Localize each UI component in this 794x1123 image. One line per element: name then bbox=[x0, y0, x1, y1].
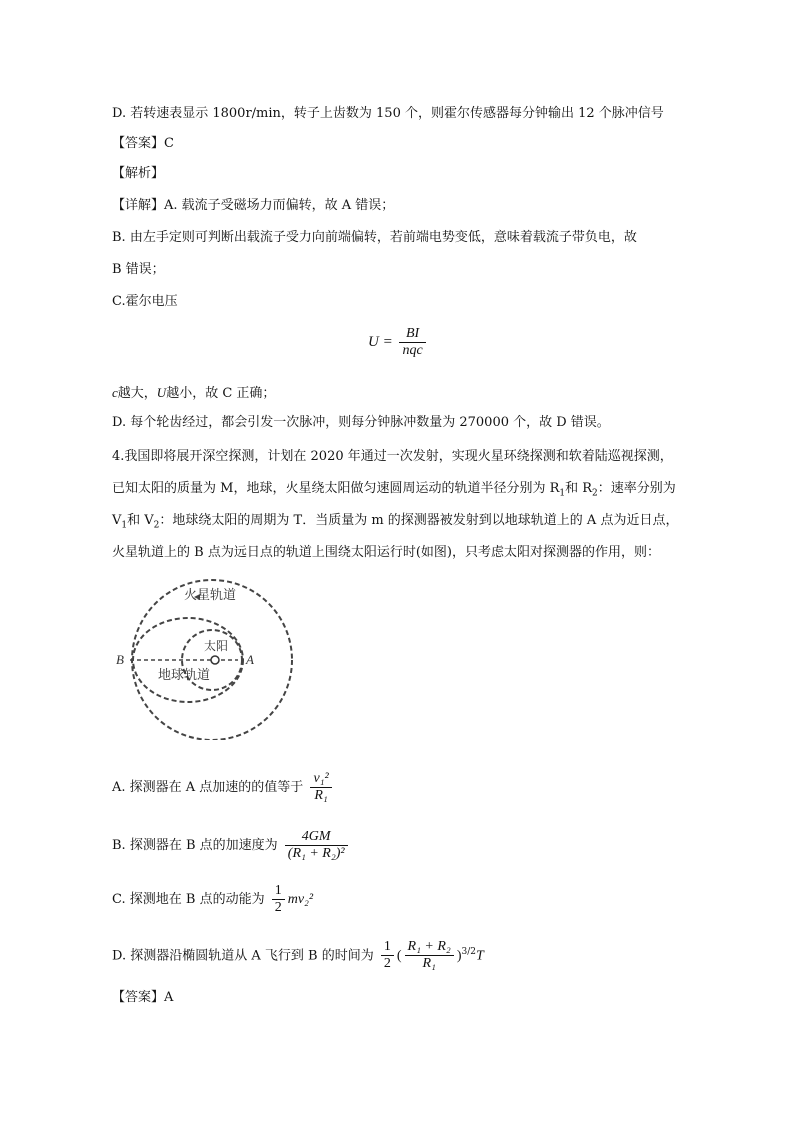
option-d-inner-num: R₁ + R₂ bbox=[405, 939, 454, 956]
answer-label-2: 【答案】A bbox=[112, 990, 174, 1005]
detail-a: 【详解】A. 载流子受磁场力而偏转，故 A 错误； bbox=[112, 198, 395, 213]
option-d-previous: D. 若转速表显示 1800r/min，转子上齿数为 150 个，则霍尔传感器每分钟输出 12 个脉冲信号 bbox=[112, 106, 664, 121]
formula-lhs: U = bbox=[368, 333, 393, 350]
detail-b-line2: B 错误； bbox=[112, 262, 165, 277]
q4-l2-b: 和 R bbox=[565, 481, 593, 496]
close-paren: ) bbox=[456, 948, 462, 964]
c-conclusion bbox=[112, 383, 275, 404]
option-d-inner-den: R₁ bbox=[422, 956, 436, 972]
formula-numerator: BI bbox=[399, 326, 425, 343]
option-a-num: v₁² bbox=[310, 771, 331, 788]
sun-icon bbox=[211, 656, 219, 664]
q4-l2-c: ：速率分别为 bbox=[597, 481, 676, 496]
point-b-label: B bbox=[116, 652, 124, 667]
sub-1b: 1 bbox=[121, 520, 128, 531]
analysis-label: 【解析】 bbox=[112, 166, 165, 181]
q4-l3-b: 和 V bbox=[127, 513, 154, 528]
sub-2: 2 bbox=[592, 488, 598, 499]
option-b-den: (R₁ + R₂)² bbox=[287, 846, 345, 861]
option-d-exponent: 3/2 bbox=[461, 947, 476, 957]
var-u: U bbox=[156, 385, 167, 400]
answer-label-1: 【答案】C bbox=[112, 136, 174, 151]
formula-fraction bbox=[399, 326, 425, 359]
question4-line1: 4.我国即将展开深空探测，计划在 2020 年通过一次发射，实现火星环绕探测和软着陆巡视探测， bbox=[112, 449, 673, 464]
c-text-1: 越大， bbox=[117, 386, 157, 401]
sun-label: 太阳 bbox=[204, 639, 229, 653]
option-d-text: D. 探测器沿椭圆轨道从 A 飞行到 B 的时间为 bbox=[112, 948, 374, 964]
q4-l3-a: V bbox=[112, 513, 122, 528]
option-d-half-den: 2 bbox=[383, 956, 391, 972]
option-d-inner bbox=[405, 939, 454, 972]
detail-c: C.霍尔电压 bbox=[112, 294, 178, 309]
option-b-text: B. 探测器在 B 点的加速度为 bbox=[112, 838, 278, 853]
option-b bbox=[112, 826, 351, 866]
question4-line4: 火星轨道上的 B 点为远日点的轨道上围绕太阳运行时(如图)，只考虑太阳对探测器的作用，则： bbox=[112, 545, 660, 560]
c-text-2: 越小，故 C 正确； bbox=[166, 386, 276, 401]
var-c: c bbox=[112, 385, 118, 400]
option-a bbox=[112, 768, 335, 808]
detail-b-line1: B. 由左手定则可判断出载流子受力向前端偏转，若前端电势变低，意味着载流子带负电，故 bbox=[112, 230, 637, 245]
option-c-num: 1 bbox=[272, 883, 285, 900]
option-a-text: A. 探测器在 A 点加速的的值等于 bbox=[112, 780, 304, 795]
sub-1: 1 bbox=[559, 488, 566, 499]
option-a-den: R₁ bbox=[314, 788, 328, 803]
option-a-fraction bbox=[310, 771, 331, 804]
orbit-diagram bbox=[112, 578, 312, 740]
mars-orbit-label: 火星轨道 bbox=[184, 588, 237, 603]
point-a-label: A bbox=[246, 652, 254, 667]
open-paren: ( bbox=[396, 948, 402, 964]
option-d-half-num: 1 bbox=[381, 939, 394, 956]
option-d bbox=[112, 932, 484, 976]
question4-line2 bbox=[112, 479, 676, 504]
option-b-num: 4GM bbox=[285, 829, 348, 846]
question4-line3 bbox=[112, 511, 678, 536]
earth-orbit-label: 地球轨道 bbox=[158, 668, 211, 683]
option-c-text: C. 探测地在 B 点的动能为 bbox=[112, 892, 265, 907]
q4-l2-a: 已知太阳的质量为 M，地球，火星绕太阳做匀速圆周运动的轨道半径分别为 R bbox=[112, 481, 560, 496]
formula-denominator: nqc bbox=[402, 343, 423, 358]
option-c-tail: mv₂² bbox=[287, 892, 314, 907]
orbit-svg bbox=[112, 578, 312, 740]
q4-l3-c: ：地球绕太阳的周期为 T．当质量为 m 的探测器被发射到以地球轨道上的 A 点为近日点， bbox=[159, 513, 679, 528]
option-c-fraction bbox=[272, 883, 285, 916]
option-c-den: 2 bbox=[274, 900, 282, 915]
option-d-tail: T bbox=[475, 948, 484, 964]
option-b-fraction bbox=[285, 829, 348, 862]
hall-voltage-formula bbox=[368, 326, 429, 359]
detail-d: D. 每个轮齿经过，都会引发一次脉冲，则每分钟脉冲数量为 270000 个，故 D 错误。 bbox=[112, 415, 610, 430]
sub-2b: 2 bbox=[153, 520, 160, 531]
option-c bbox=[112, 880, 313, 920]
option-d-half bbox=[381, 939, 394, 972]
